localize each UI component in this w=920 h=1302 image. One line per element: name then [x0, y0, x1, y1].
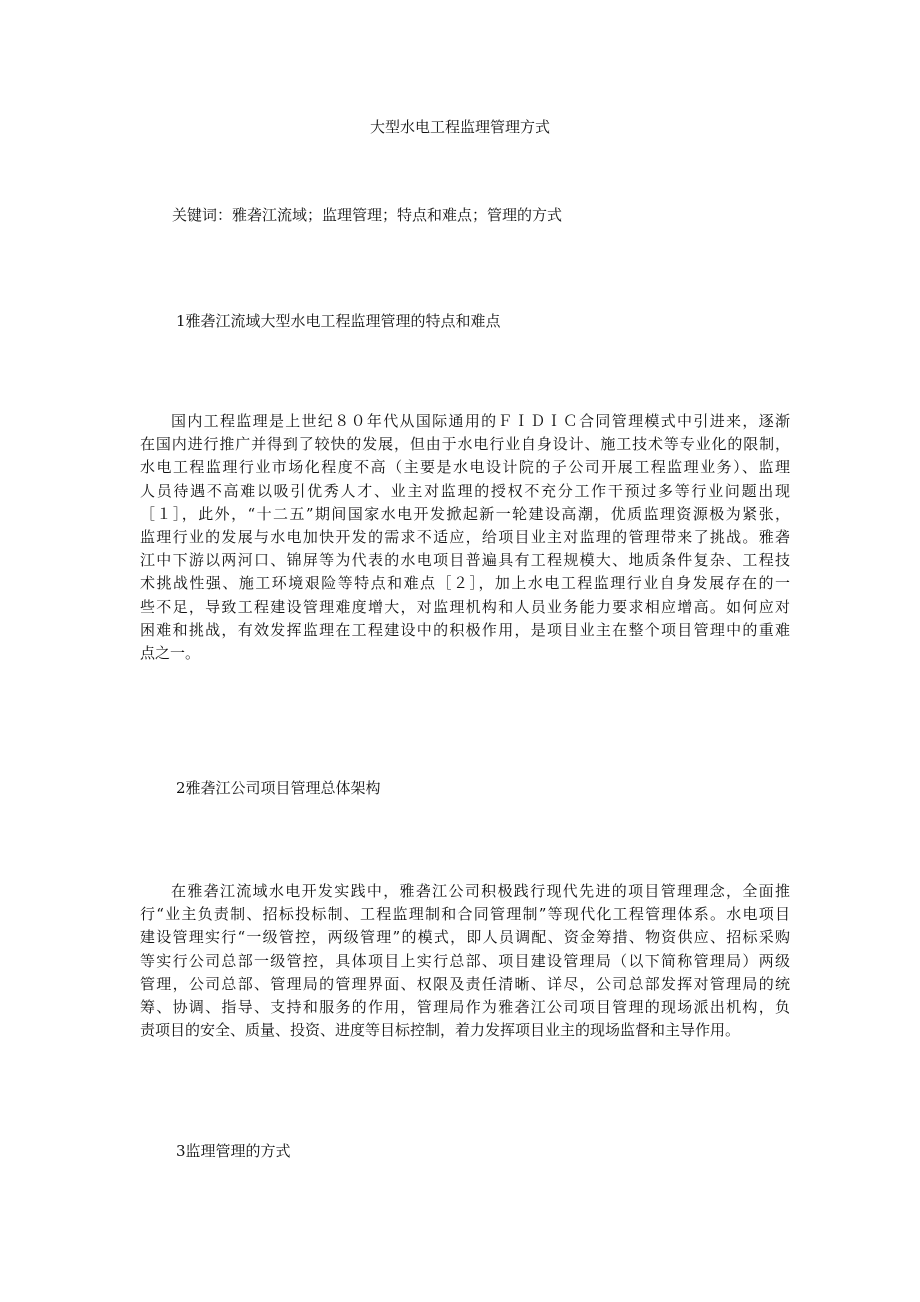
section-paragraph-1: [140, 410, 790, 665]
document-title: 大型水电工程监理管理方式: [369, 118, 550, 136]
paragraph-line: 水电工程监理行业市场化程度不高（主要是水电设计院的子公司开展工程监理业务）、监理: [140, 458, 790, 477]
section-heading-3: 3监理管理的方式: [176, 1142, 291, 1160]
paragraph-line: 国内工程监理是上世纪８０年代从国际通用的ＦＩＤＩＣ合同管理模式中引进来，逐渐: [171, 412, 790, 430]
paragraph-line: 在雅砻江流域水电开发实践中，雅砻江公司积极践行现代先进的项目管理理念，全面推: [171, 882, 790, 900]
paragraph-line: 术挑战性强、施工环境艰险等特点和难点［２］，加上水电工程监理行业自身发展存在的一: [140, 574, 790, 593]
paragraph-line: 管理，公司总部、管理局的管理界面、权限及责任清晰、详尽，公司总部发挥对管理局的统: [140, 974, 790, 993]
paragraph-line: 江中下游以两河口、锦屏等为代表的水电项目普遍具有工程规模大、地质条件复杂、工程技: [140, 551, 790, 570]
paragraph-line: 在国内进行推广并得到了较快的发展，但由于水电行业自身设计、施工技术等专业化的限制，: [140, 435, 790, 454]
paragraph-line: 点之一。: [140, 644, 201, 663]
paragraph-line: 建设管理实行“一级管控，两级管理”的模式，即人员调配、资金筹措、物资供应、招标采购: [140, 928, 790, 947]
paragraph-line: 些不足，导致工程建设管理难度增大，对监理机构和人员业务能力要求相应增高。如何应对: [140, 597, 790, 616]
paragraph-line: 等实行公司总部一级管控，具体项目上实行总部、项目建设管理局（以下简称管理局）两级: [140, 951, 790, 970]
paragraph-line: 监理行业的发展与水电加快开发的需求不适应，给项目业主对监理的管理带来了挑战。雅砻: [140, 528, 790, 547]
paragraph-line: 筹、协调、指导、支持和服务的作用，管理局作为雅砻江公司项目管理的现场派出机构，负: [140, 998, 790, 1017]
section-heading-1: 1雅砻江流域大型水电工程监理管理的特点和难点: [176, 312, 501, 330]
section-paragraph-2: [140, 880, 790, 1042]
keywords-line: 关键词：雅砻江流域；监理管理；特点和难点；管理的方式: [172, 206, 563, 224]
paragraph-line: 行“业主负责制、招标投标制、工程监理制和合同管理制”等现代化工程管理体系。水电项目: [140, 905, 790, 924]
paragraph-line: 责项目的安全、质量、投资、进度等目标控制，着力发挥项目业主的现场监督和主导作用。: [140, 1021, 741, 1040]
paragraph-line: 人员待遇不高难以吸引优秀人才、业主对监理的授权不充分工作干预过多等行业问题出现: [140, 481, 790, 500]
paragraph-line: ［１］，此外，“十二五”期间国家水电开发掀起新一轮建设高潮，优质监理资源极为紧张，: [140, 504, 790, 523]
paragraph-line: 困难和挑战，有效发挥监理在工程建设中的积极作用，是项目业主在整个项目管理中的重难: [140, 620, 790, 639]
section-heading-2: 2雅砻江公司项目管理总体架构: [176, 779, 381, 797]
